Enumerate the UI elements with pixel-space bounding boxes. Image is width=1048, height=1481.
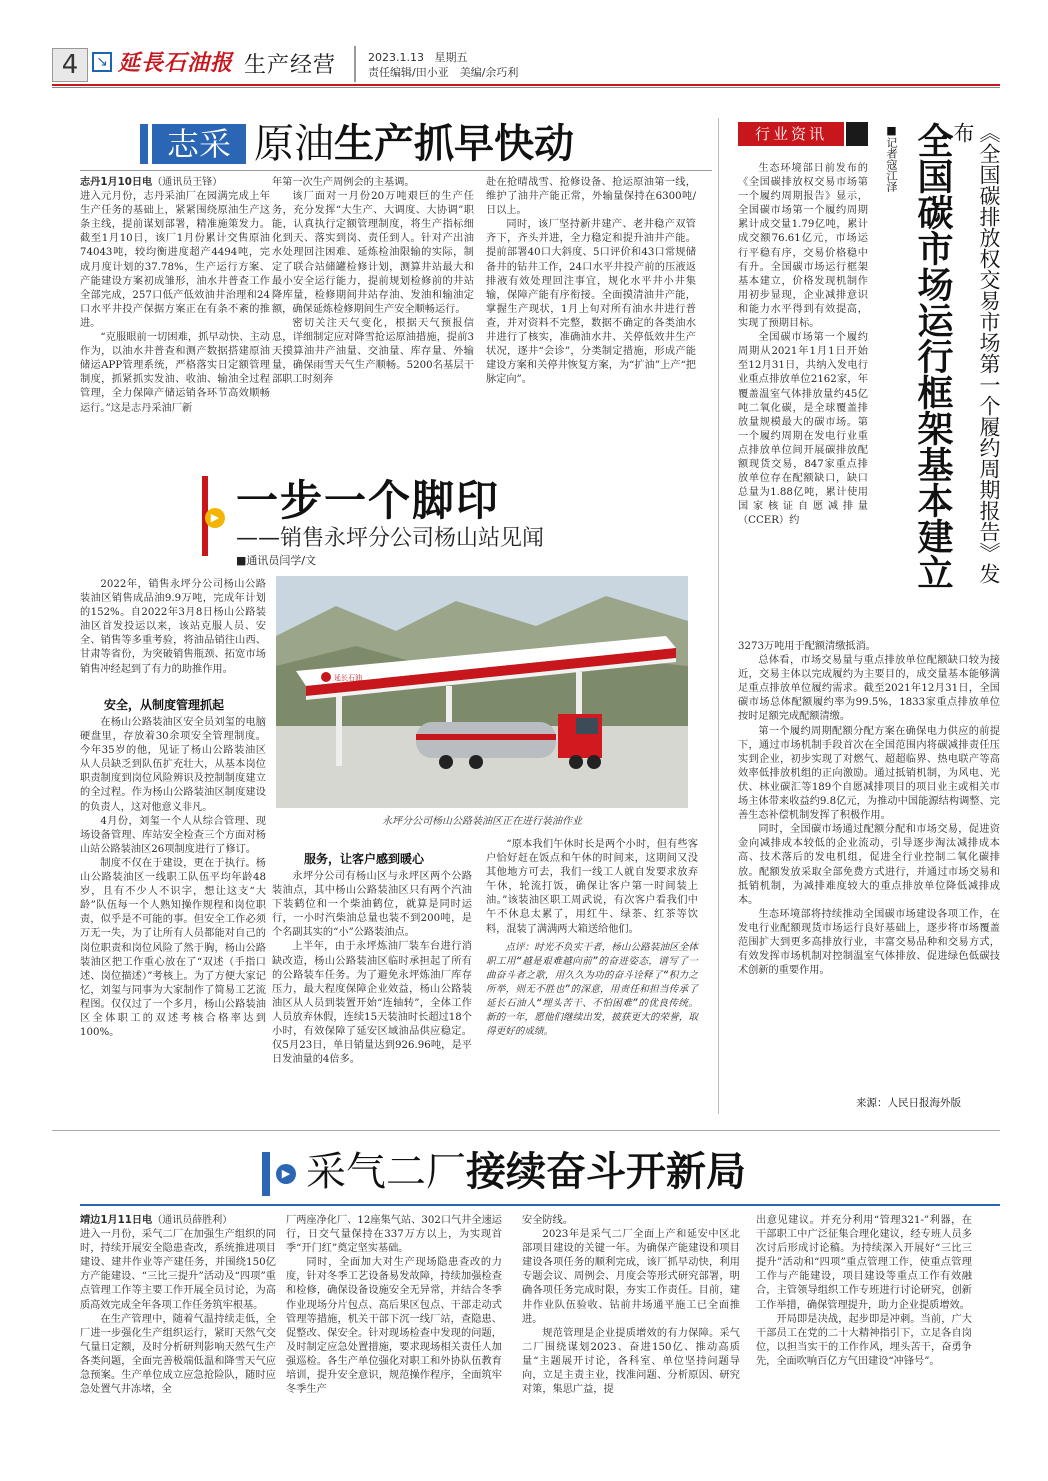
paragraph: 开局即是决战，起步即是冲刺。当前，广大干部员工在党的二十大精神指引下，立足各自岗位，以担当实干的工作作风，埋头苦干，奋勇争先，全面吹响百亿方气田建设“冲锋号”。: [756, 1313, 972, 1367]
industry-news-tag: 行业资讯: [738, 122, 844, 146]
article3-col-narrow: [738, 162, 868, 528]
paragraph: 生态环境部将持续推动全国碳市场建设各项工作，在发电行业配额现货市场运行良好基础上，逐步将市场覆盖范围扩大到更多高排放行业，丰富交易品种和交易方式，有效发挥市场机制对控制温室气体排放、促进绿色低碳技术创新的重要作用。: [738, 908, 1000, 977]
page-number: 4: [52, 48, 88, 82]
section-rule: [52, 1130, 1000, 1131]
paragraph: 生态环境部日前发布的《全国碳排放权交易市场第一个履约周期报告》显示，全国碳市场第一个履约周期累计成交量1.79亿吨，累计成交额76.61亿元，市场运行平稳有序，交易价格稳中有升。全国碳市场运行框架基本建立，价格发现机制作用初步显现，企业减排意识和能力水平得到有效提高，实现了预期目标。: [738, 163, 868, 330]
article3-col-wide: [738, 640, 1000, 978]
paragraph: 进入一月份，采气二厂在加强生产组织的同时，持续开展安全隐患查改，系统推进项目建设、建井作业等产建任务，并围绕150亿方产能建设、“三比三提升”活动及“四项”重点管理工作等主要工作开展全员讨论，为高质高效完成全年各项工作任务筑牢根基。: [80, 1229, 276, 1311]
byline: （通讯员王锋）: [152, 177, 223, 188]
paragraph: 密切关注天气变化，根据天气预报信息，详细制定应对降雪抢运原油措施，提前3天摸算油井产油量、交油量、库存量、外输量，确保雨雪天气生产顺畅。5200名基层干部职工时刻奔: [272, 317, 474, 386]
issue-date: 2023.1.13: [368, 51, 424, 64]
article1-col1: [80, 176, 270, 416]
paragraph: 第一个履约周期配额分配方案在确保电力供应的前提下，通过市场机制手段首次在全国范围内将碳减排责任压实到企业，初步实现了对燃气、超超临界、热电联产等高效率低排放机组的正向激励。通过抵销机制，为风电、光伏、林业碳汇等189个自愿减排项目的项目业主或相关市场主体带来收益约9.8亿元，为推动中国能源结构调整、完善生态补偿机制发挥了积极作用。: [738, 725, 1000, 822]
title-light: 原油: [254, 121, 334, 167]
article2-col1-body: [80, 716, 266, 1040]
subhead-service: 服务，让客户感到暖心: [304, 852, 425, 866]
paragraph: 上半年，由于永坪炼油厂装车台进行消缺改造，杨山公路装油区临时承担起了所有的公路装车任务。为了避免永坪炼油厂库存压力，最大程度保障企业效益，杨山公路装油区从人员到装置开始“连轴转”，全体工作人员放弃休假，连续15天装油时长超过18个小时，有效保障了延安区域油品供应稳定。仅5月23日，单日销量达到926.96吨，是平日发油量的4倍多。: [272, 941, 472, 1066]
play-icon: ▶: [276, 1164, 296, 1184]
paragraph: 2023年是采气二厂全面上产和延安中区北部项目建设的关键一年。为确保产能建设和项目建设各项任务的顺利完成，该厂抓早动快，利用专题会议、周例会、月度会等形式研究部署，明确各项任务完成时限，夯实工作责任。目前，建井作业队伍验收、钻前井场通平施工已全面推进。: [522, 1229, 740, 1325]
paragraph: 总体看，市场交易量与重点排放单位配额缺口较为接近，交易主体以完成履约为主要目的，成交量基本能够满足重点排放单位履约需求。截至2021年12月31日，全国碳市场总体配额履约率为99.5%，1833家重点排放单位按时足额完成配额清缴。: [738, 655, 1000, 723]
paragraph: 年第一次生产周例会的主基调。: [272, 177, 415, 188]
paragraph: “原本我们午休时长是两个小时，但有些客户恰好赶在饭点和午休的时间来，这期间又没其他地方可去，我们一线工人就自发要求放弃午休，轮流打饭，确保让客户第一时间装上油。”该装油区职工周武说，有次客户看我们中午不休息太累了，用红牛、绿茶、红茶等饮料，混装了满满两大箱送给他们。: [486, 839, 698, 935]
paper-logo: 延長石油报: [118, 50, 234, 76]
article1-col2: [272, 176, 474, 387]
comment: 点评：时光不负实干者，杨山公路装油区全体职工用“越是艰难越向前”的奋进姿态，谱写了一曲奋斗者之歌，用久久为功的奋斗诠释了“积力之所举，则无不胜也”的深意，用责任和担当传承了延长石油人“埋头苦干、不怕困难”的优良传统。新的一年，愿他们继续出发，披获更大的荣誉，取得更好的成绩。: [486, 941, 698, 1038]
column-divider: [718, 118, 719, 1114]
article4-col1: [80, 1214, 276, 1397]
header-divider: [354, 46, 356, 82]
paragraph: 全国碳市场第一个履约周期从2021年1月1日开始至12月31日，共纳入发电行业重点排放单位2162家，年覆盖温室气体排放量约45亿吨二氧化碳，是全球覆盖排放量规模最大的碳市场。第一个履约周期在发电行业重点排放单位间开展碳排放配额现货交易，847家重点排放单位存在配额缺口，缺口总量为1.88亿吨，累计使用国家核证自愿减排量（CCER）约: [738, 332, 868, 527]
paragraph: 同时，该厂坚持新井建产、老井稳产双管齐下，齐头并进，全力稳定和提升油井产能。提前部署40口大斜度、5口评价和43口常规储备井的钻井工作，24口水平井投产前的压液返排液有效处理回注事宜，规化水平井小井集输，保障产能有序衔接。全面摸清油井产能，掌握生产现状，1月上旬对所有油水井进行普查，并对资料不完整，数据不确定的各类油水井进行了核实，准确油水井、关停低效井生产状况，逐井“会诊”，分类制定措施，形成产能建设方案和关停井恢复方案，为“扩油”上产“把脉定向”。: [486, 219, 696, 386]
dateline: [80, 1214, 276, 1228]
article1-title: [254, 118, 574, 170]
editors: 责任编辑/田小亚 美编/余巧利: [368, 66, 519, 79]
paragraph: 同时，全面加大对生产现场隐患查改的力度，针对冬季工艺设备易发故障，持续加强检查和检修，确保设备设施安全无异常，并结合冬季作业现场分片包点、高后果区包点、干部走动式管理等措施，机关干部下沉一线厂站，查隐患、促整改、保安全。针对现场检查中发现的问题，及时制定应急处置措施，要求现场相关责任人加强巡检。各生产单位强化对职工和外协队伍教育培训，提升安全意识，规范操作程序，全面筑牢冬季生产: [286, 1257, 502, 1396]
paragraph: 进入元月份，志丹采油厂在园满完成上年生产任务的基础上，紧紧围绕原油生产这条主线，提前谋划部署，精准施策发力。截至1月10日，该厂1月份累计交售原油74043吨，较均衡进度超产4494吨，完成月度计划的37.78%，生产运行方案、产能建设方案初成雏形，油水井普查工作全部完成，257口低产低效油井治理和24口水平井投产保据方案正在有条不紊的推进。: [80, 191, 270, 329]
paragraph: “克服眼前一切困难，抓早动快、主动作为，以油水井普查和测产数据搭建原油储运APP管理系统，严格落实日定额管理制度，抓紧抓实发油、收油、输油全过程管理，全力保障产储运销各环节高效顺畅运行。”这是志丹采油厂新: [80, 332, 270, 414]
paragraph: 赴在抢晴战雪、抢修设备、抢运原油第一线，维护了油井产能正常，外输量保持在6300吨/日以上。: [486, 177, 696, 217]
subhead-safety: 安全，从制度管理抓起: [104, 698, 225, 712]
byline: （通讯员薛胜利）: [152, 1215, 233, 1226]
section-title: 生产经营: [244, 53, 337, 78]
gas-station-illustration: [276, 576, 688, 808]
title-bold: 接续奋斗开新局: [466, 1149, 746, 1195]
station-sign-text: 延长石油: [334, 674, 362, 682]
headline-rule: [80, 170, 712, 171]
paragraph: 安全防线。: [522, 1215, 573, 1226]
article1-tag: 志采: [152, 124, 246, 164]
paragraph: 该厂面对一月份20万吨艰巨的生产任务，充分发挥“大生产、大调度、大协调”职能，认真执行定额管理制度，将生产指标细化到天、落实到岗、责任到人。针对产出油水处理回注困难、延炼检油限输的实际，制定了联合站储罐检修计划，测算井站最大和最小安全运行能力，提前规划检修前的井站降库量，检修期间井站存油、发油和输油定额，确保延炼检修期间生产安全顺畅运行。: [272, 191, 474, 315]
article3-byline: ■记者寇江泽: [885, 124, 898, 192]
source-credit: 来源：人民日报海外版: [856, 1097, 961, 1109]
article4-title: [306, 1146, 746, 1198]
paragraph: 在杨山公路装油区安全员刘玺的电脑硬盘里，存放着30余项安全管理制度。今年35岁的他，见证了杨山公路装油区从人员缺乏到队伍扩充壮大，从基本岗位职责制度到岗位风险辨识及控制制度建立的全过程。作为杨山公路装油区制度建设的负责人，这对他意义非凡。: [80, 717, 266, 813]
header-meta: [368, 50, 518, 80]
article2-col3: [486, 838, 698, 1039]
issue-weekday: 星期五: [434, 51, 468, 64]
header-rule-thin: [52, 87, 1000, 88]
article2-col1-intro: [80, 578, 266, 677]
article2-subtitle: ——销售永坪分公司杨山站见闻: [236, 526, 545, 551]
paragraph: 规范管理是企业提质增效的有力保障。采气二厂围绕谋划2023、奋进150亿、推动高质量“主题展开讨论，各科室、单位坚持问题导向，立足主责主业，找准问题、分析原因、研究对策，集思广益，提: [522, 1327, 740, 1396]
headline-rule: [80, 1204, 1000, 1206]
arrow-icon: ↘: [92, 52, 112, 72]
paragraph: 厂两座净化厂、12座集气站、302口气井全速运行，日交气量保持在337万方以上，为实现首季“开门红”奠定坚实基础。: [286, 1215, 502, 1255]
paragraph: 同时，全国碳市场通过配额分配和市场交易，促进资金向减排成本较低的企业流动，引导逐步淘汰减排成本高、技术落后的发电机组，促进全行业控制二氧化碳排放。配额发放采取全部免费方式进行，并通过市场交易和抵销机制，为减排难度较大的重点排放单位降低减排成本。: [738, 824, 1000, 906]
tag-accent: [140, 124, 148, 164]
paragraph: 出意见建议。并充分利用“管理321-”利器，在干部职工中广泛征集合理化建议，经专班人员多次讨后形成讨论稿。为持续深入开展好“三比三提升”活动和“四项”重点管理工作，使重点管理工作与产能建设，项目建设等重点工作有效融合，主管领导组织工作专班进行讨论研究，创新工作举措，确保管理提升，助力企业提质增效。: [756, 1215, 972, 1311]
article3-main-title: 全国碳市场运行框架基本建立: [912, 122, 953, 590]
paragraph: 2022年，销售永坪分公司杨山公路装油区销售成品油9.9万吨，完成年计划的152%。自2022年3月8日杨山公路装油区首发投运以来，该站克服人员、安全、销售等多重考验，将油品销往山西、甘肃等省份，为突破销售瓶颈、拓宽市场销售冲经起到了有力的助推作用。: [80, 579, 266, 675]
article2-byline: ■通讯员闫学/文: [236, 554, 317, 567]
paragraph: 制度不仅在于建设，更在于执行。杨山公路装油区一线职工队伍平均年龄48岁，且有不少人不识字，想让这支“大龄”队伍每一个人熟知操作规程和岗位职责，似乎是不可能的事。但安全工作必须万无一失，为了让所有人员都能对自己的岗位职责和岗位风险了然于胸，杨山公路装油区把工作重心放在了“双述（手指口述、岗位描述）”考核上。为了方便大家记忆，刘玺与同事为大家制作了简易工艺流程图。仅仅过了一个多月，杨山公路装油区全体职工的双述考核合格率达到100%。: [80, 857, 266, 1039]
article3-pre-title: 《全国碳排放权交易市场第一个履约周期报告》发布: [951, 122, 1001, 584]
tag-marker: [846, 122, 868, 146]
paragraph: 3273万吨用于配额清缴抵消。: [738, 641, 876, 652]
article2-title: 一步一个脚印: [236, 476, 501, 525]
photo-caption: 永坪分公司杨山公路装油区正在进行装油作业: [382, 816, 582, 827]
title-light: 采气二厂: [306, 1149, 466, 1195]
article1-col3: [486, 176, 696, 387]
paragraph: 在生产管理中，随着气温持续走低，全厂进一步强化生产组织运行，紧盯天然气交气量日定额，及时分析研判影响天然气生产各类问题，全面完善极端低温和降雪天气应急预案。生产单位成立应急抢险队，随时应急处置气井冻堵，全: [80, 1313, 276, 1396]
dateline-text: 志丹1月10日电: [80, 177, 153, 188]
article2-col2: [272, 870, 472, 1067]
header-rule: [52, 84, 1000, 86]
article4-col2: [286, 1214, 502, 1397]
title-bold: 生产抓早快动: [334, 121, 574, 167]
article4-col3: [522, 1214, 740, 1397]
dateline-text: 靖边1月11日电: [80, 1215, 153, 1226]
play-icon: ▶: [205, 508, 225, 528]
dateline: [80, 176, 270, 190]
paragraph: 永坪分公司有杨山区与永坪区两个公路装油点，其中杨山公路装油区只有两个汽油下装鹤位和一个柴油鹤位，就算是同时运行，一小时汽柴油总量也装不到200吨，是个名副其实的“小”公路装油点。: [272, 871, 472, 939]
gas-station-photo: [276, 576, 688, 808]
article4-col4: [756, 1214, 972, 1369]
paragraph: 4月份，刘玺一个人从综合管理、现场设备管理、库站安全检查三个方面对杨山站公路装油区26项制度进行了修订。: [80, 815, 266, 855]
title-accent: [262, 1152, 270, 1196]
